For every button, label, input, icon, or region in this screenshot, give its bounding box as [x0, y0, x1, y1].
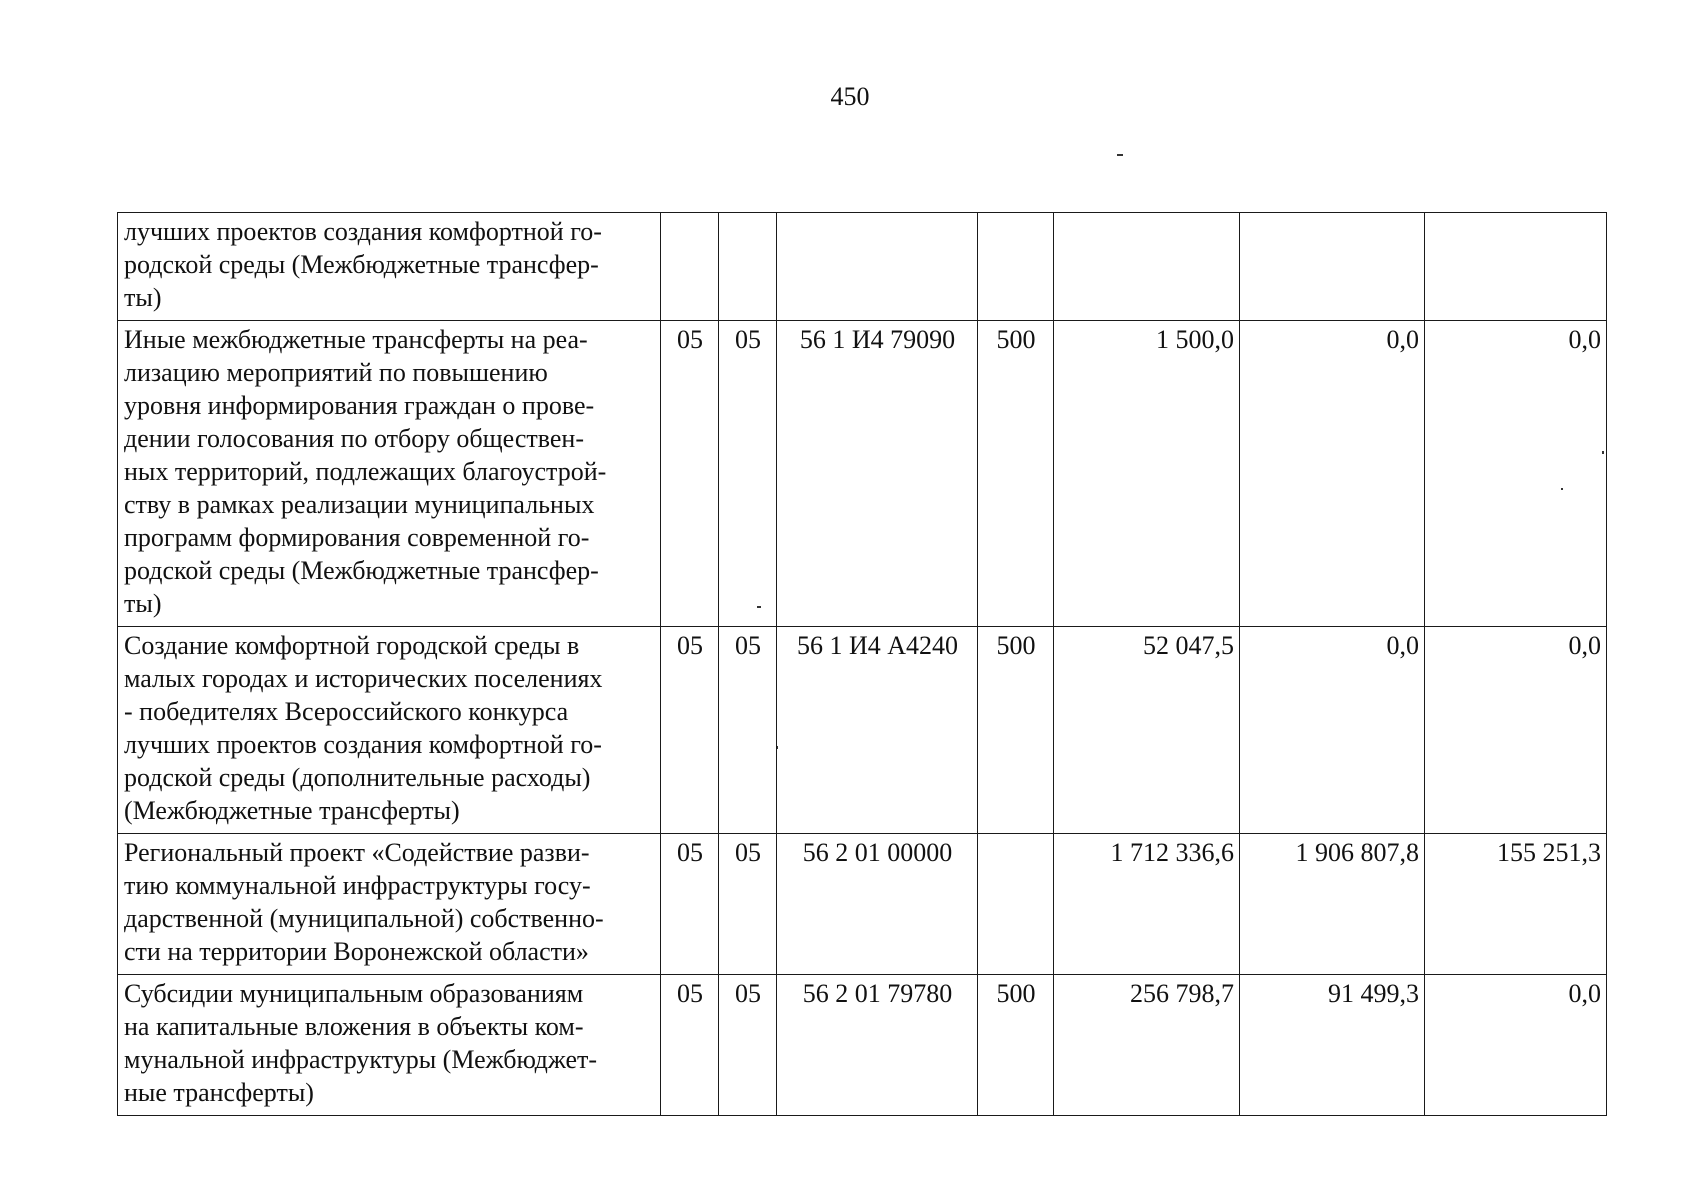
expense-type-code: [978, 213, 1054, 321]
scan-speck: [1117, 154, 1123, 156]
expense-type-code: [978, 834, 1054, 975]
description-line: ные трансферты): [124, 1078, 314, 1107]
subsection-code: 05: [719, 321, 777, 627]
table-row: [118, 213, 1607, 321]
section-code: 05: [661, 321, 719, 627]
description-line: дарственной (муниципальной) собственно-: [124, 904, 604, 933]
description-line: Создание комфортной городской среды в: [124, 631, 580, 660]
description-line: уровня информирования граждан о прове-: [124, 391, 595, 420]
description-line: лизацию мероприятий по повышению: [124, 358, 548, 387]
section-code: 05: [661, 834, 719, 975]
description-line: программ формирования современной го-: [124, 523, 590, 552]
description-line: ты): [124, 589, 162, 618]
description-line: мунальной инфраструктуры (Межбюджет-: [124, 1045, 598, 1074]
page-number: 450: [830, 82, 870, 111]
budget-table: [117, 212, 1607, 1116]
description-line: тию коммунальной инфраструктуры госу-: [124, 871, 591, 900]
subsection-code: 05: [719, 975, 777, 1116]
table-row: [118, 975, 1607, 1116]
section-code: 05: [661, 627, 719, 834]
amount-year-3: 0,0: [1425, 627, 1607, 834]
subsection-code: 05: [719, 834, 777, 975]
section-code: 05: [661, 975, 719, 1116]
subsection-code: [719, 213, 777, 321]
budget-table-body: [118, 213, 1607, 1116]
amount-year-1: 52 047,5: [1054, 627, 1240, 834]
amount-year-1: 1 500,0: [1054, 321, 1240, 627]
table-row: [118, 627, 1607, 834]
amount-year-1: 1 712 336,6: [1054, 834, 1240, 975]
target-article-code: 56 2 01 79780: [777, 975, 978, 1116]
amount-year-2: 91 499,3: [1240, 975, 1425, 1116]
amount-year-1: 256 798,7: [1054, 975, 1240, 1116]
subsection-code: 05: [719, 627, 777, 834]
amount-year-2: 0,0: [1240, 627, 1425, 834]
target-article-code: [777, 213, 978, 321]
expense-type-code: 500: [978, 627, 1054, 834]
description-line: лучших проектов создания комфортной го-: [124, 730, 602, 759]
amount-year-2: 1 906 807,8: [1240, 834, 1425, 975]
row-description: [118, 321, 661, 627]
row-description: [118, 834, 661, 975]
description-line: дении голосования по отбору обществен-: [124, 424, 585, 453]
description-line: Региональный проект «Содействие разви-: [124, 838, 590, 867]
description-line: родской среды (Межбюджетные трансфер-: [124, 556, 599, 585]
amount-year-2: [1240, 213, 1425, 321]
amount-year-3: 0,0: [1425, 321, 1607, 627]
description-line: сти на территории Воронежской области»: [124, 937, 589, 966]
section-code: [661, 213, 719, 321]
table-row: [118, 834, 1607, 975]
description-line: ству в рамках реализации муниципальных: [124, 490, 595, 519]
description-line: родской среды (дополнительные расходы): [124, 763, 591, 792]
description-line: ных территорий, подлежащих благоустрой-: [124, 457, 607, 486]
row-description: [118, 213, 661, 321]
target-article-code: 56 1 И4 А4240: [777, 627, 978, 834]
amount-year-3: 0,0: [1425, 975, 1607, 1116]
amount-year-3: [1425, 213, 1607, 321]
description-line: Иные межбюджетные трансферты на реа-: [124, 325, 588, 354]
description-line: малых городах и исторических поселениях: [124, 664, 603, 693]
amount-year-3: 155 251,3: [1425, 834, 1607, 975]
description-line: на капитальные вложения в объекты ком-: [124, 1012, 584, 1041]
amount-year-2: 0,0: [1240, 321, 1425, 627]
description-line: - победителях Всероссийского конкурса: [124, 697, 569, 726]
target-article-code: 56 1 И4 79090: [777, 321, 978, 627]
expense-type-code: 500: [978, 321, 1054, 627]
description-line: ты): [124, 283, 162, 312]
description-line: (Межбюджетные трансферты): [124, 796, 460, 825]
table-row: [118, 321, 1607, 627]
description-line: лучших проектов создания комфортной го-: [124, 217, 602, 246]
expense-type-code: 500: [978, 975, 1054, 1116]
description-line: родской среды (Межбюджетные трансфер-: [124, 250, 599, 279]
row-description: [118, 627, 661, 834]
row-description: [118, 975, 661, 1116]
target-article-code: 56 2 01 00000: [777, 834, 978, 975]
description-line: Субсидии муниципальным образованиям: [124, 979, 584, 1008]
amount-year-1: [1054, 213, 1240, 321]
